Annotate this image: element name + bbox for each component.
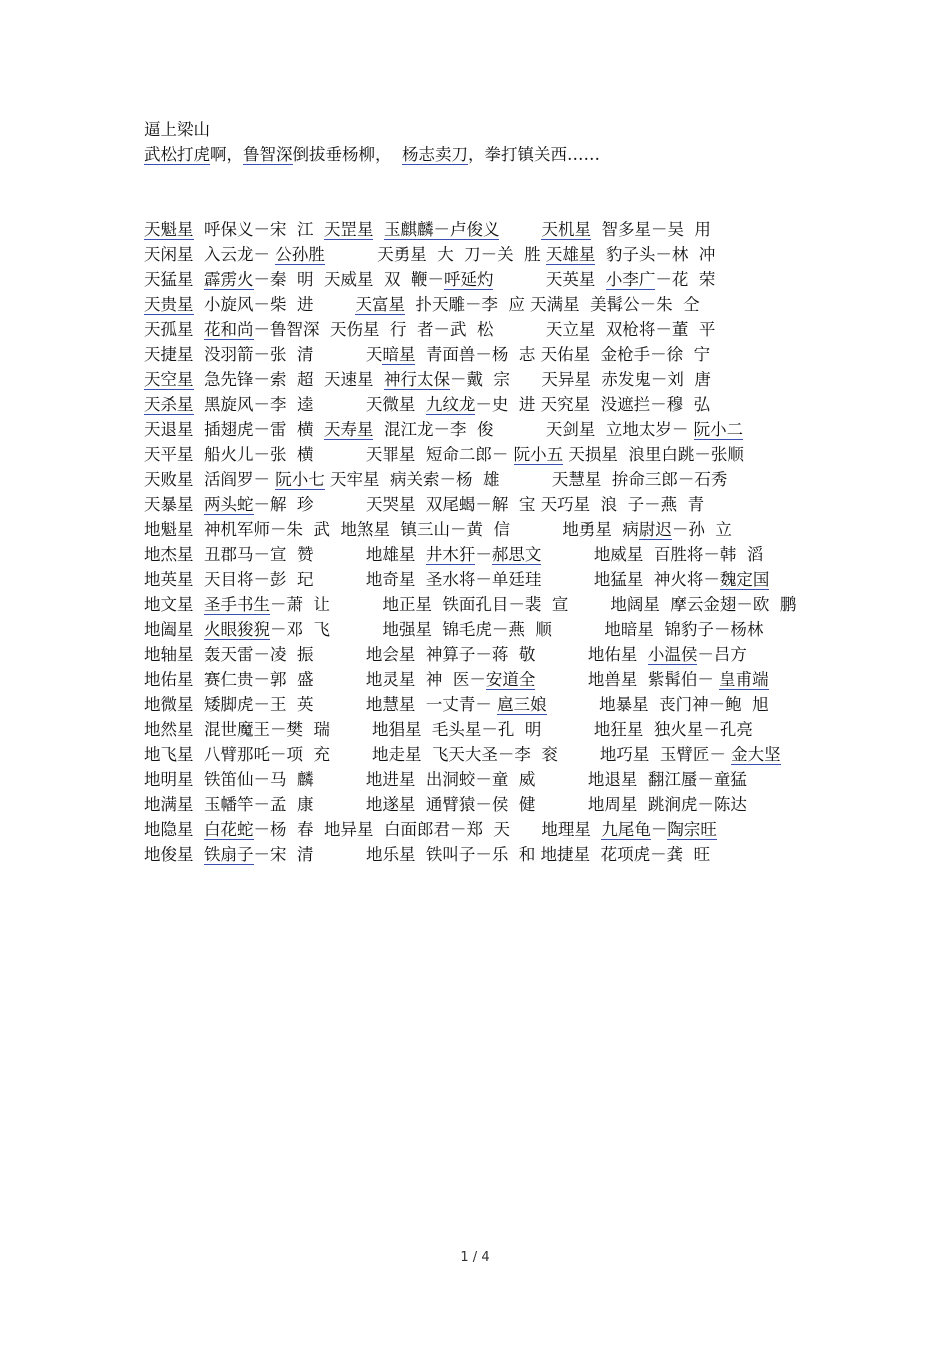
hyperlink[interactable]: 九纹龙	[425, 395, 476, 414]
text-segment: －	[650, 820, 668, 839]
text-segment: 天平星 船火儿－张 横 天罪星 短命二郎－	[144, 445, 514, 464]
text-segment: 地明星 铁笛仙－马 麟 地进星 出洞蛟－童 威 地退星 翻江蜃－童猛	[144, 770, 747, 789]
text-segment: 地威星 百胜将－韩 滔	[541, 545, 764, 564]
hyperlink[interactable]: 天空星	[144, 370, 194, 389]
list-item	[144, 267, 809, 292]
text-segment: 地微星 矮脚虎－王 英 地慧星 一丈青－	[144, 695, 498, 714]
text-segment: －孙 立	[671, 520, 732, 539]
text-segment: 地轴星 轰天雷－凌 振 地会星 神算子－蒋 敬 地佑星	[144, 645, 648, 664]
text-segment: －戴 宗 天异星 赤发鬼－刘 唐	[449, 370, 711, 389]
hyperlink[interactable]: 神行太保	[383, 370, 450, 389]
hyperlink[interactable]: 尉迟	[638, 520, 672, 539]
text-segment: 天勇星 大 刀－关 胜	[324, 245, 546, 264]
hyperlink[interactable]: 天杀星	[144, 395, 194, 414]
text-segment: 天猛星	[144, 270, 204, 289]
text-segment: 地然星 混世魔王－樊 瑞 地猖星 毛头星－孔 明 地狂星 独火星－孔亮	[144, 720, 753, 739]
text-segment: －邓 飞 地强星 锦毛虎－燕 顺 地暗星 锦豹子－杨林	[270, 620, 764, 639]
hyperlink[interactable]: 天机星	[541, 220, 591, 239]
document-title: 逼上梁山	[144, 120, 210, 139]
hyperlink[interactable]: 天寿星	[323, 420, 374, 439]
text-segment: －宋 清 地乐星 铁叫子－乐 和 地捷星 花项虎－龚 旺	[253, 845, 711, 864]
hyperlink[interactable]: 安道全	[485, 670, 536, 689]
text-segment	[373, 220, 384, 239]
list-item	[144, 792, 809, 817]
list-item	[144, 742, 809, 767]
text-segment: －解 珍 天哭星 双尾蝎－解 宝 天巧星 浪 子－燕 青	[253, 495, 705, 514]
hyperlink[interactable]: 圣手书生	[204, 595, 270, 614]
blank-gap	[144, 167, 809, 217]
text-segment: 地兽星 紫髯伯－	[535, 670, 720, 689]
hyperlink[interactable]: 杨志卖刀	[402, 145, 468, 164]
text-segment: 混江龙－李 俊 天剑星 立地太岁－	[373, 420, 694, 439]
text-segment: 地魁星 神机军师－朱 武 地煞星 镇三山－黄 信 地勇星 病	[144, 520, 639, 539]
text-segment: 地杰星 丑郡马－宣 赞 地雄星	[144, 545, 426, 564]
list-item	[144, 292, 809, 317]
text-segment: 地阖星	[144, 620, 204, 639]
text-segment: 地隐星	[144, 820, 204, 839]
hyperlink[interactable]: 郝思文	[491, 545, 542, 564]
text-segment: ，拳打镇关西……	[468, 145, 600, 164]
list-item	[144, 467, 809, 492]
hyperlink[interactable]: 火眼狻猊	[204, 620, 270, 639]
list-item	[144, 592, 809, 617]
list-item	[144, 517, 809, 542]
hyperlink[interactable]: 公孙胜	[275, 245, 325, 264]
hyperlink[interactable]: 玉麒麟	[383, 220, 434, 239]
text-segment: 智多星－吴 用	[590, 220, 711, 239]
text-segment: 地飞星 八臂那吒－项 充 地走星 飞天大圣－李 衮 地巧星 玉臂匠－	[144, 745, 732, 764]
hyperlink[interactable]: 天富星	[355, 295, 405, 314]
hyperlink[interactable]: 小李广	[605, 270, 656, 289]
text-segment: 扑天雕－李 应 天满星 美髯公－朱 仝	[404, 295, 700, 314]
star-list	[144, 217, 809, 867]
text-segment: 地英星 天目将－彭 玘 地奇星 圣水将－单廷珪 地猛星 神火将－	[144, 570, 720, 589]
list-item	[144, 692, 809, 717]
text-segment: 急先锋－索 超 天速星	[193, 370, 384, 389]
list-item	[144, 342, 809, 367]
hyperlink[interactable]: 阮小五	[513, 445, 564, 464]
text-segment: 地佑星 赛仁贵－郭 盛 地灵星 神 医－	[144, 670, 486, 689]
text-segment: 豹子头－林 冲	[595, 245, 716, 264]
hyperlink[interactable]: 皇甫端	[719, 670, 769, 689]
document-body	[144, 117, 809, 867]
text-segment: 天闲星 入云龙－	[144, 245, 276, 264]
text-segment: 倒拔垂杨柳，	[292, 145, 402, 164]
list-item	[144, 317, 809, 342]
text-segment: 小旋风－柴 进	[193, 295, 356, 314]
list-item	[144, 642, 809, 667]
hyperlink[interactable]: 铁扇子	[204, 845, 254, 864]
text-segment: 天英星	[493, 270, 606, 289]
text-segment: －秦 明 天威星 双 鞭－	[253, 270, 444, 289]
text-segment: －杨 春 地异星 白面郎君－郑 天 地理星	[253, 820, 602, 839]
hyperlink[interactable]: 扈三娘	[497, 695, 547, 714]
text-segment	[499, 220, 541, 239]
hyperlink[interactable]: 霹雳火	[204, 270, 254, 289]
list-item	[144, 767, 809, 792]
list-item	[144, 567, 809, 592]
text-segment: －吕方	[697, 645, 747, 664]
text-segment: 地文星	[144, 595, 204, 614]
text-segment: －	[475, 545, 492, 564]
list-item	[144, 817, 809, 842]
hyperlink[interactable]: 鲁智深	[243, 145, 293, 164]
list-item	[144, 242, 809, 267]
hyperlink[interactable]: 天罡星	[323, 220, 374, 239]
text-segment: 黑旋风－李 逵 天微星	[193, 395, 426, 414]
hyperlink[interactable]: 阮小七	[275, 470, 325, 489]
hyperlink[interactable]: 小温侯	[647, 645, 698, 664]
text-segment: 啊，	[210, 145, 243, 164]
list-item	[144, 667, 809, 692]
text-segment: 地俊星	[144, 845, 204, 864]
page-number: 1 / 4	[460, 1250, 490, 1265]
text-segment: 呼保义－宋 江	[193, 220, 324, 239]
list-item	[144, 367, 809, 392]
hyperlink[interactable]: 暗星	[382, 345, 416, 364]
hyperlink[interactable]: 武松打虎	[144, 145, 210, 164]
text-segment: 天孤星	[144, 320, 204, 339]
hyperlink[interactable]: －卢俊义	[433, 220, 500, 239]
hyperlink[interactable]: 九尾龟	[601, 820, 651, 839]
text-segment: －萧 让 地正星 铁面孔目－裴 宣 地阔星 摩云金翅－欧 鹏	[270, 595, 797, 614]
list-item	[144, 842, 809, 867]
text-segment: 天牢星 病关索－杨 雄 天慧星 拚命三郎－石秀	[324, 470, 728, 489]
hyperlink[interactable]: 天雄星	[545, 245, 596, 264]
hyperlink[interactable]: 阮小二	[693, 420, 744, 439]
text-segment: 天损星 浪里白跳－张顺	[563, 445, 744, 464]
hyperlink[interactable]: 天贵星	[144, 295, 194, 314]
list-item	[144, 392, 809, 417]
hyperlink[interactable]: 呼延灼	[443, 270, 494, 289]
hyperlink[interactable]: 魏定国	[719, 570, 770, 589]
text-segment: 地满星 玉幡竿－孟 康 地遂星 通臂猿－侯 健 地周星 跳涧虎－陈达	[144, 795, 747, 814]
text-segment: 天败星 活阎罗－	[144, 470, 276, 489]
hyperlink[interactable]: 金大坚	[731, 745, 781, 764]
text-segment: －史 进 天究星 没遮拦－穆 弘	[475, 395, 711, 414]
text-segment: 青面兽－杨 志 天佑星 金枪手－徐 宁	[415, 345, 711, 364]
list-item	[144, 417, 809, 442]
text-segment: －花 荣	[655, 270, 716, 289]
text-segment: 天捷星 没羽箭－张 清 天	[144, 345, 383, 364]
hyperlink[interactable]: 花和尚	[204, 320, 254, 339]
list-item	[144, 717, 809, 742]
list-item	[144, 617, 809, 642]
list-item	[144, 542, 809, 567]
text-segment: －鲁智深 天伤星 行 者－武 松 天立星 双枪将－董 平	[253, 320, 716, 339]
text-segment: 地暴星 丧门神－鲍 旭	[546, 695, 769, 714]
hyperlink[interactable]: 陶宗旺	[667, 820, 717, 839]
hyperlink[interactable]: 白花蛇	[204, 820, 254, 839]
list-item	[144, 492, 809, 517]
hyperlink[interactable]: 天魁星	[144, 220, 194, 239]
list-item	[144, 442, 809, 467]
intro-line	[144, 142, 809, 167]
text-segment: 天退星 插翅虎－雷 横	[144, 420, 324, 439]
hyperlink[interactable]: 井木犴	[425, 545, 476, 564]
text-segment: 天暴星	[144, 495, 204, 514]
list-item	[144, 217, 809, 242]
hyperlink[interactable]: 两头蛇	[204, 495, 254, 514]
